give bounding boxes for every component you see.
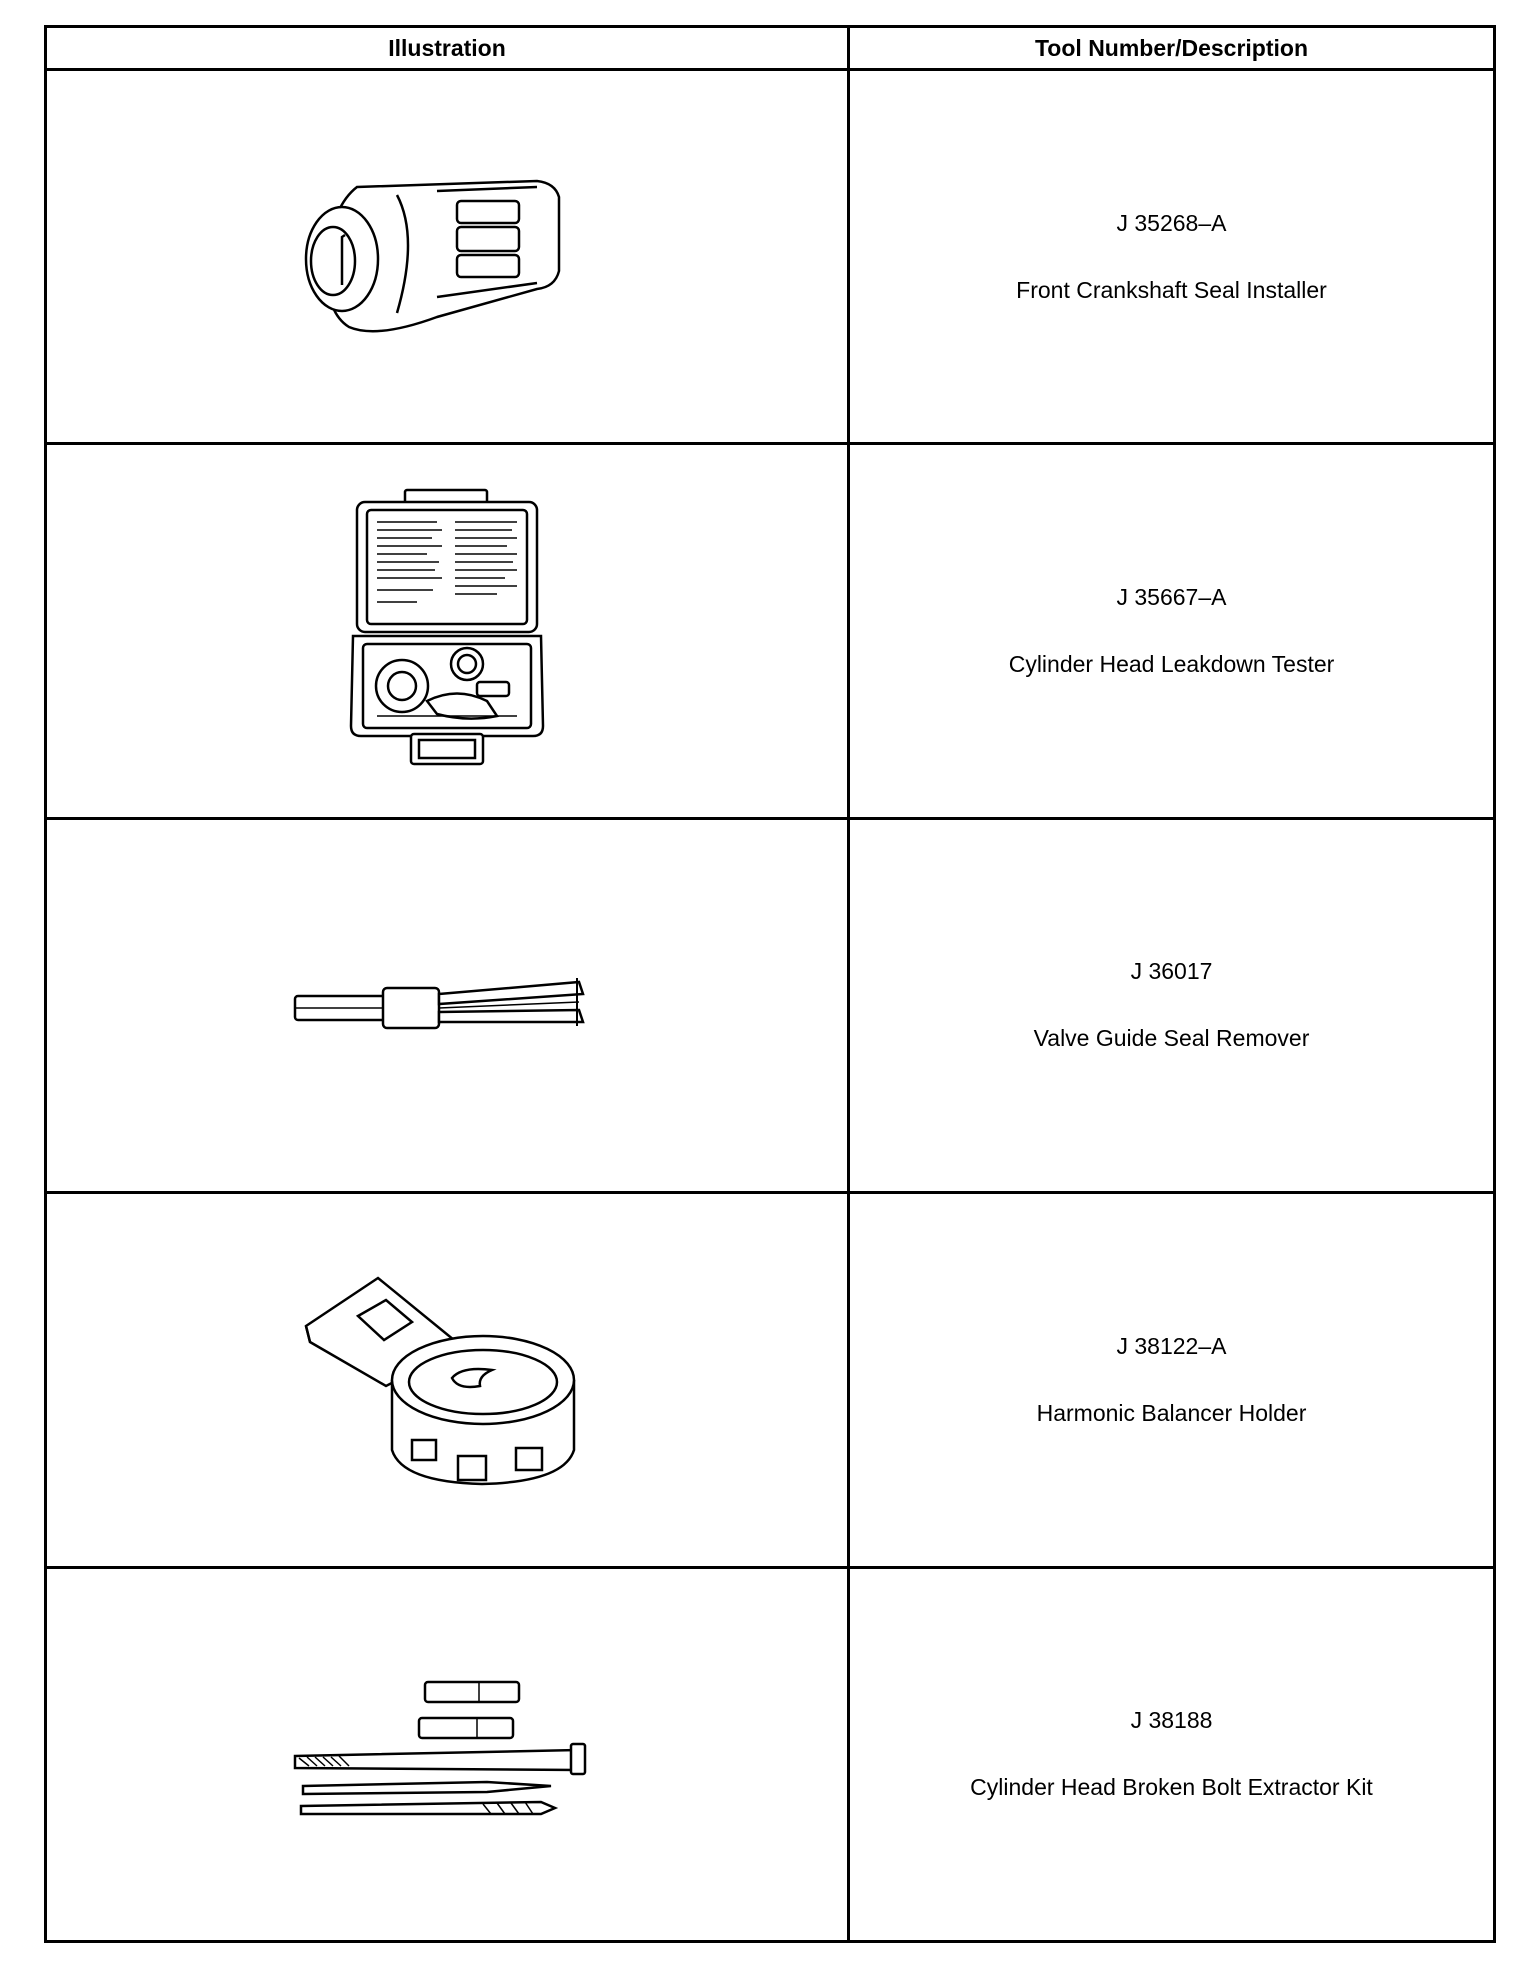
- description-cell: [850, 820, 1493, 1191]
- seal-remover-icon: [287, 970, 607, 1040]
- tool-number: J 38122–A: [1116, 1332, 1227, 1359]
- tool-description: Cylinder Head Leakdown Tester: [1008, 651, 1335, 678]
- description-cell: [850, 1194, 1493, 1565]
- tool-number: J 36017: [1130, 958, 1213, 985]
- illustration-cell: [47, 1569, 847, 1940]
- illustration-cell: [47, 71, 847, 442]
- tool-description: Cylinder Head Broken Bolt Extractor Kit: [970, 1774, 1373, 1801]
- tool-number: J 35667–A: [1116, 584, 1227, 611]
- leakdown-tester-case-icon: [347, 486, 547, 776]
- tool-number: J 38188: [1130, 1707, 1213, 1734]
- tool-description: Valve Guide Seal Remover: [1033, 1025, 1310, 1052]
- balancer-holder-icon: [302, 1270, 592, 1490]
- special-tools-table: [44, 25, 1496, 1943]
- description-cell: [850, 445, 1493, 816]
- illustration-cell: [47, 1194, 847, 1565]
- bolt-extractor-kit-icon: [287, 1674, 607, 1834]
- illustration-cell: [47, 445, 847, 816]
- description-cell: [850, 1569, 1493, 1940]
- tool-description: Harmonic Balancer Holder: [1036, 1399, 1307, 1426]
- illustration-cell: [47, 820, 847, 1191]
- seal-installer-icon: [287, 167, 607, 347]
- tool-number: J 35268–A: [1116, 209, 1227, 236]
- header-illustration: Illustration: [47, 28, 847, 68]
- tool-description: Front Crankshaft Seal Installer: [1016, 276, 1327, 303]
- header-tool-number-description: Tool Number/Description: [850, 28, 1493, 68]
- description-cell: [850, 71, 1493, 442]
